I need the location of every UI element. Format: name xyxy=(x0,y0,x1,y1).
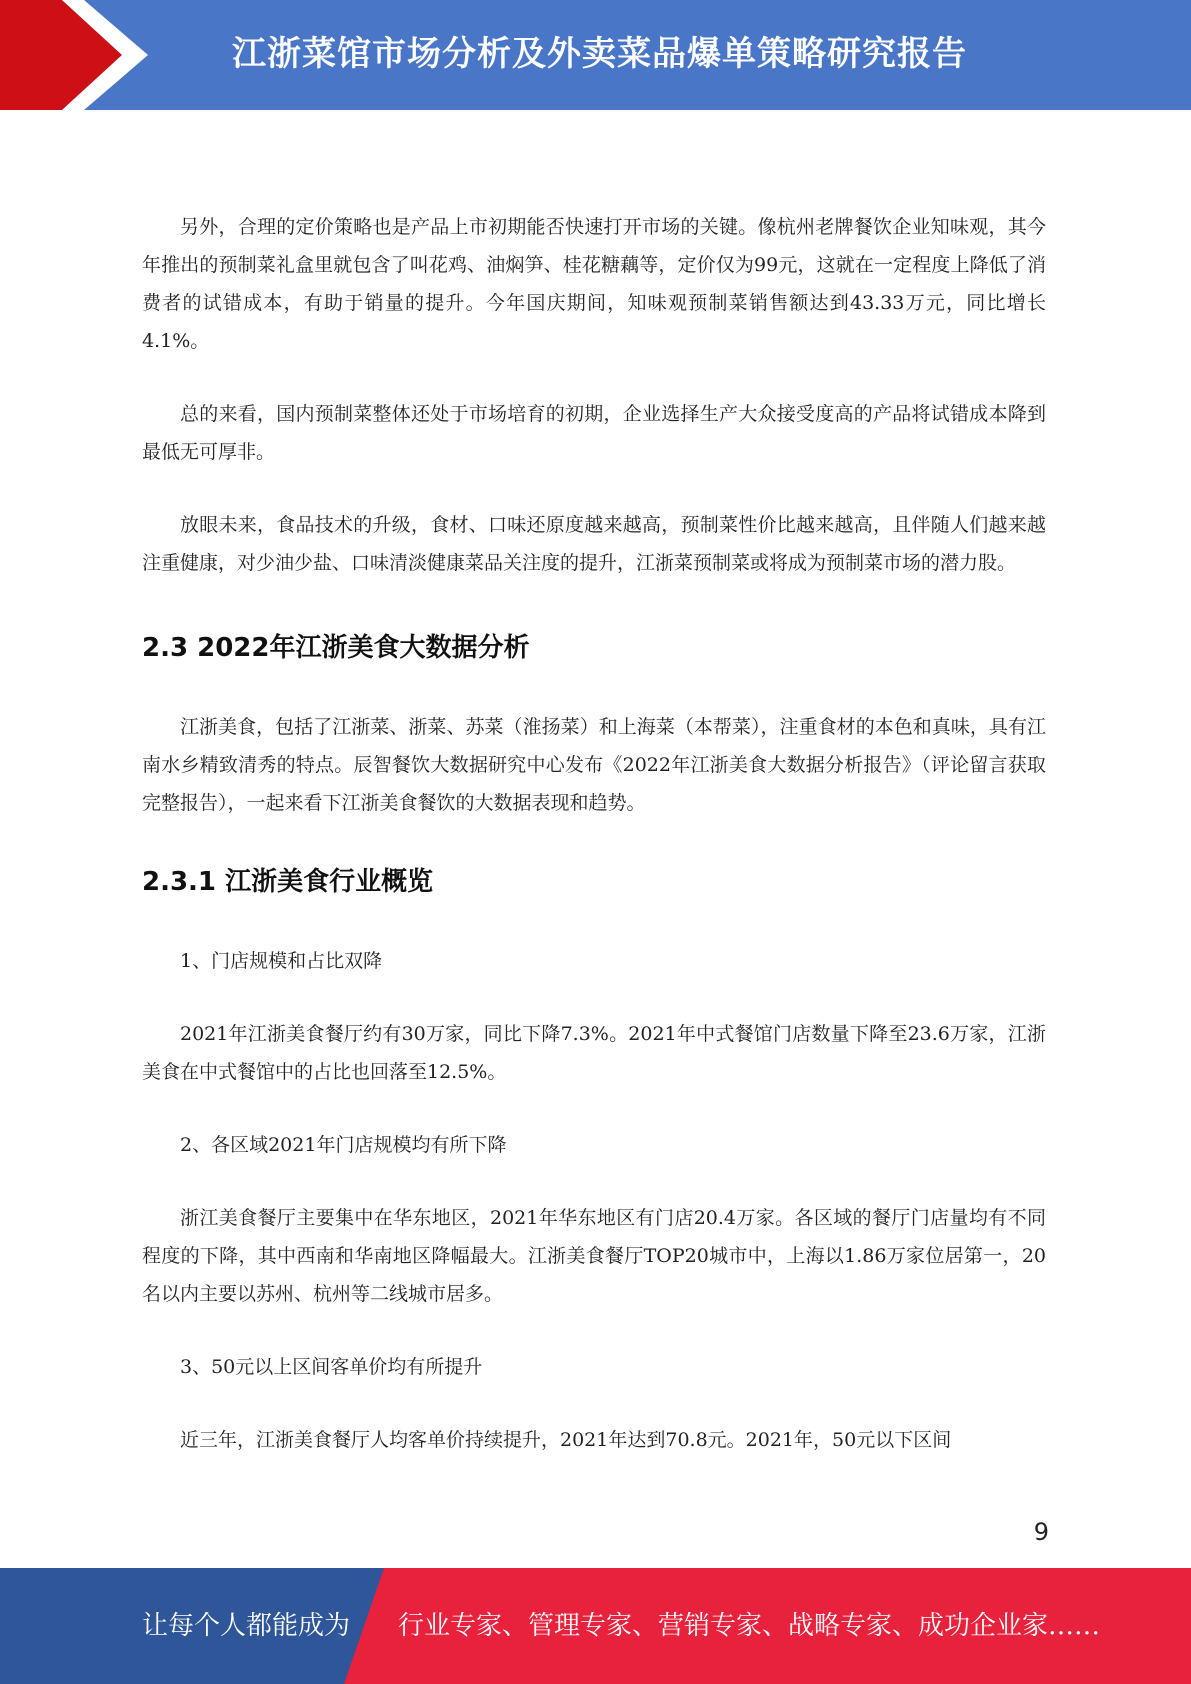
list-item: 1、门店规模和占比双降 xyxy=(180,950,383,972)
paragraph: 近三年，江浙美食餐厅人均客单价持续提升，2021年达到70.8元。2021年，50元以下区间 xyxy=(180,1429,952,1451)
paragraph: 另外，合理的定价策略也是产品上市初期能否快速打开市场的关键。像杭州老牌餐饮企业知味观，其今年推出的预制菜礼盒里就包含了叫花鸡、油焖笋、桂花糖藕等，定价仅为99元，这就在一定程度上降低了消费者的试错成本，有助于销量的提升。今年国庆期间，知味观预制菜销售额达到43.33万元，同比增长4.1%。 xyxy=(142,216,1046,352)
page-header-banner xyxy=(0,0,1191,110)
paragraph: 放眼未来，食品技术的升级，食材、口味还原度越来越高，预制菜性价比越来越高，且伴随人们越来越注重健康，对少油少盐、口味清淡健康菜品关注度的提升，江浙菜预制菜或将成为预制菜市场的潜力股。 xyxy=(142,514,1046,574)
paragraph: 总的来看，国内预制菜整体还处于市场培育的初期，企业选择生产大众接受度高的产品将试错成本降到最低无可厚非。 xyxy=(142,403,1046,463)
footer-slogan-left: 让每个人都能成为 xyxy=(142,1611,351,1641)
document-body xyxy=(142,208,1046,1459)
section-heading-2-3-1: 2.3.1 江浙美食行业概览 xyxy=(142,867,434,897)
list-item: 3、50元以上区间客单价均有所提升 xyxy=(180,1356,483,1378)
section-heading-2-3: 2.3 2022年江浙美食大数据分析 xyxy=(142,633,530,663)
paragraph: 浙江美食餐厅主要集中在华东地区，2021年华东地区有门店20.4万家。各区域的餐厅门店量均有不同程度的下降，其中西南和华南地区降幅最大。江浙美食餐厅TOP20城市中，上海以1.86万家位居第一，20名以内主要以苏州、杭州等二线城市居多。 xyxy=(142,1207,1046,1305)
paragraph: 2021年江浙美食餐厅约有30万家，同比下降7.3%。2021年中式餐馆门店数量下降至23.6万家，江浙美食在中式餐馆中的占比也回落至12.5%。 xyxy=(142,1023,1046,1083)
footer-slogan-right: 行业专家、管理专家、营销专家、战略专家、成功企业家…… xyxy=(398,1611,1101,1641)
page-footer-banner xyxy=(0,1568,1191,1684)
paragraph: 江浙美食，包括了江浙菜、浙菜、苏菜（淮扬菜）和上海菜（本帮菜），注重食材的本色和真味，具有江南水乡精致清秀的特点。辰智餐饮大数据研究中心发布《2022年江浙美食大数据分析报告》（评论留言获取完整报告），一起来看下江浙美食餐饮的大数据表现和趋势。 xyxy=(142,716,1046,814)
page-number: 9 xyxy=(1033,1518,1049,1546)
report-title: 江浙菜馆市场分析及外卖菜品爆单策略研究报告 xyxy=(232,34,967,74)
list-item: 2、各区域2021年门店规模均有所下降 xyxy=(180,1134,507,1156)
